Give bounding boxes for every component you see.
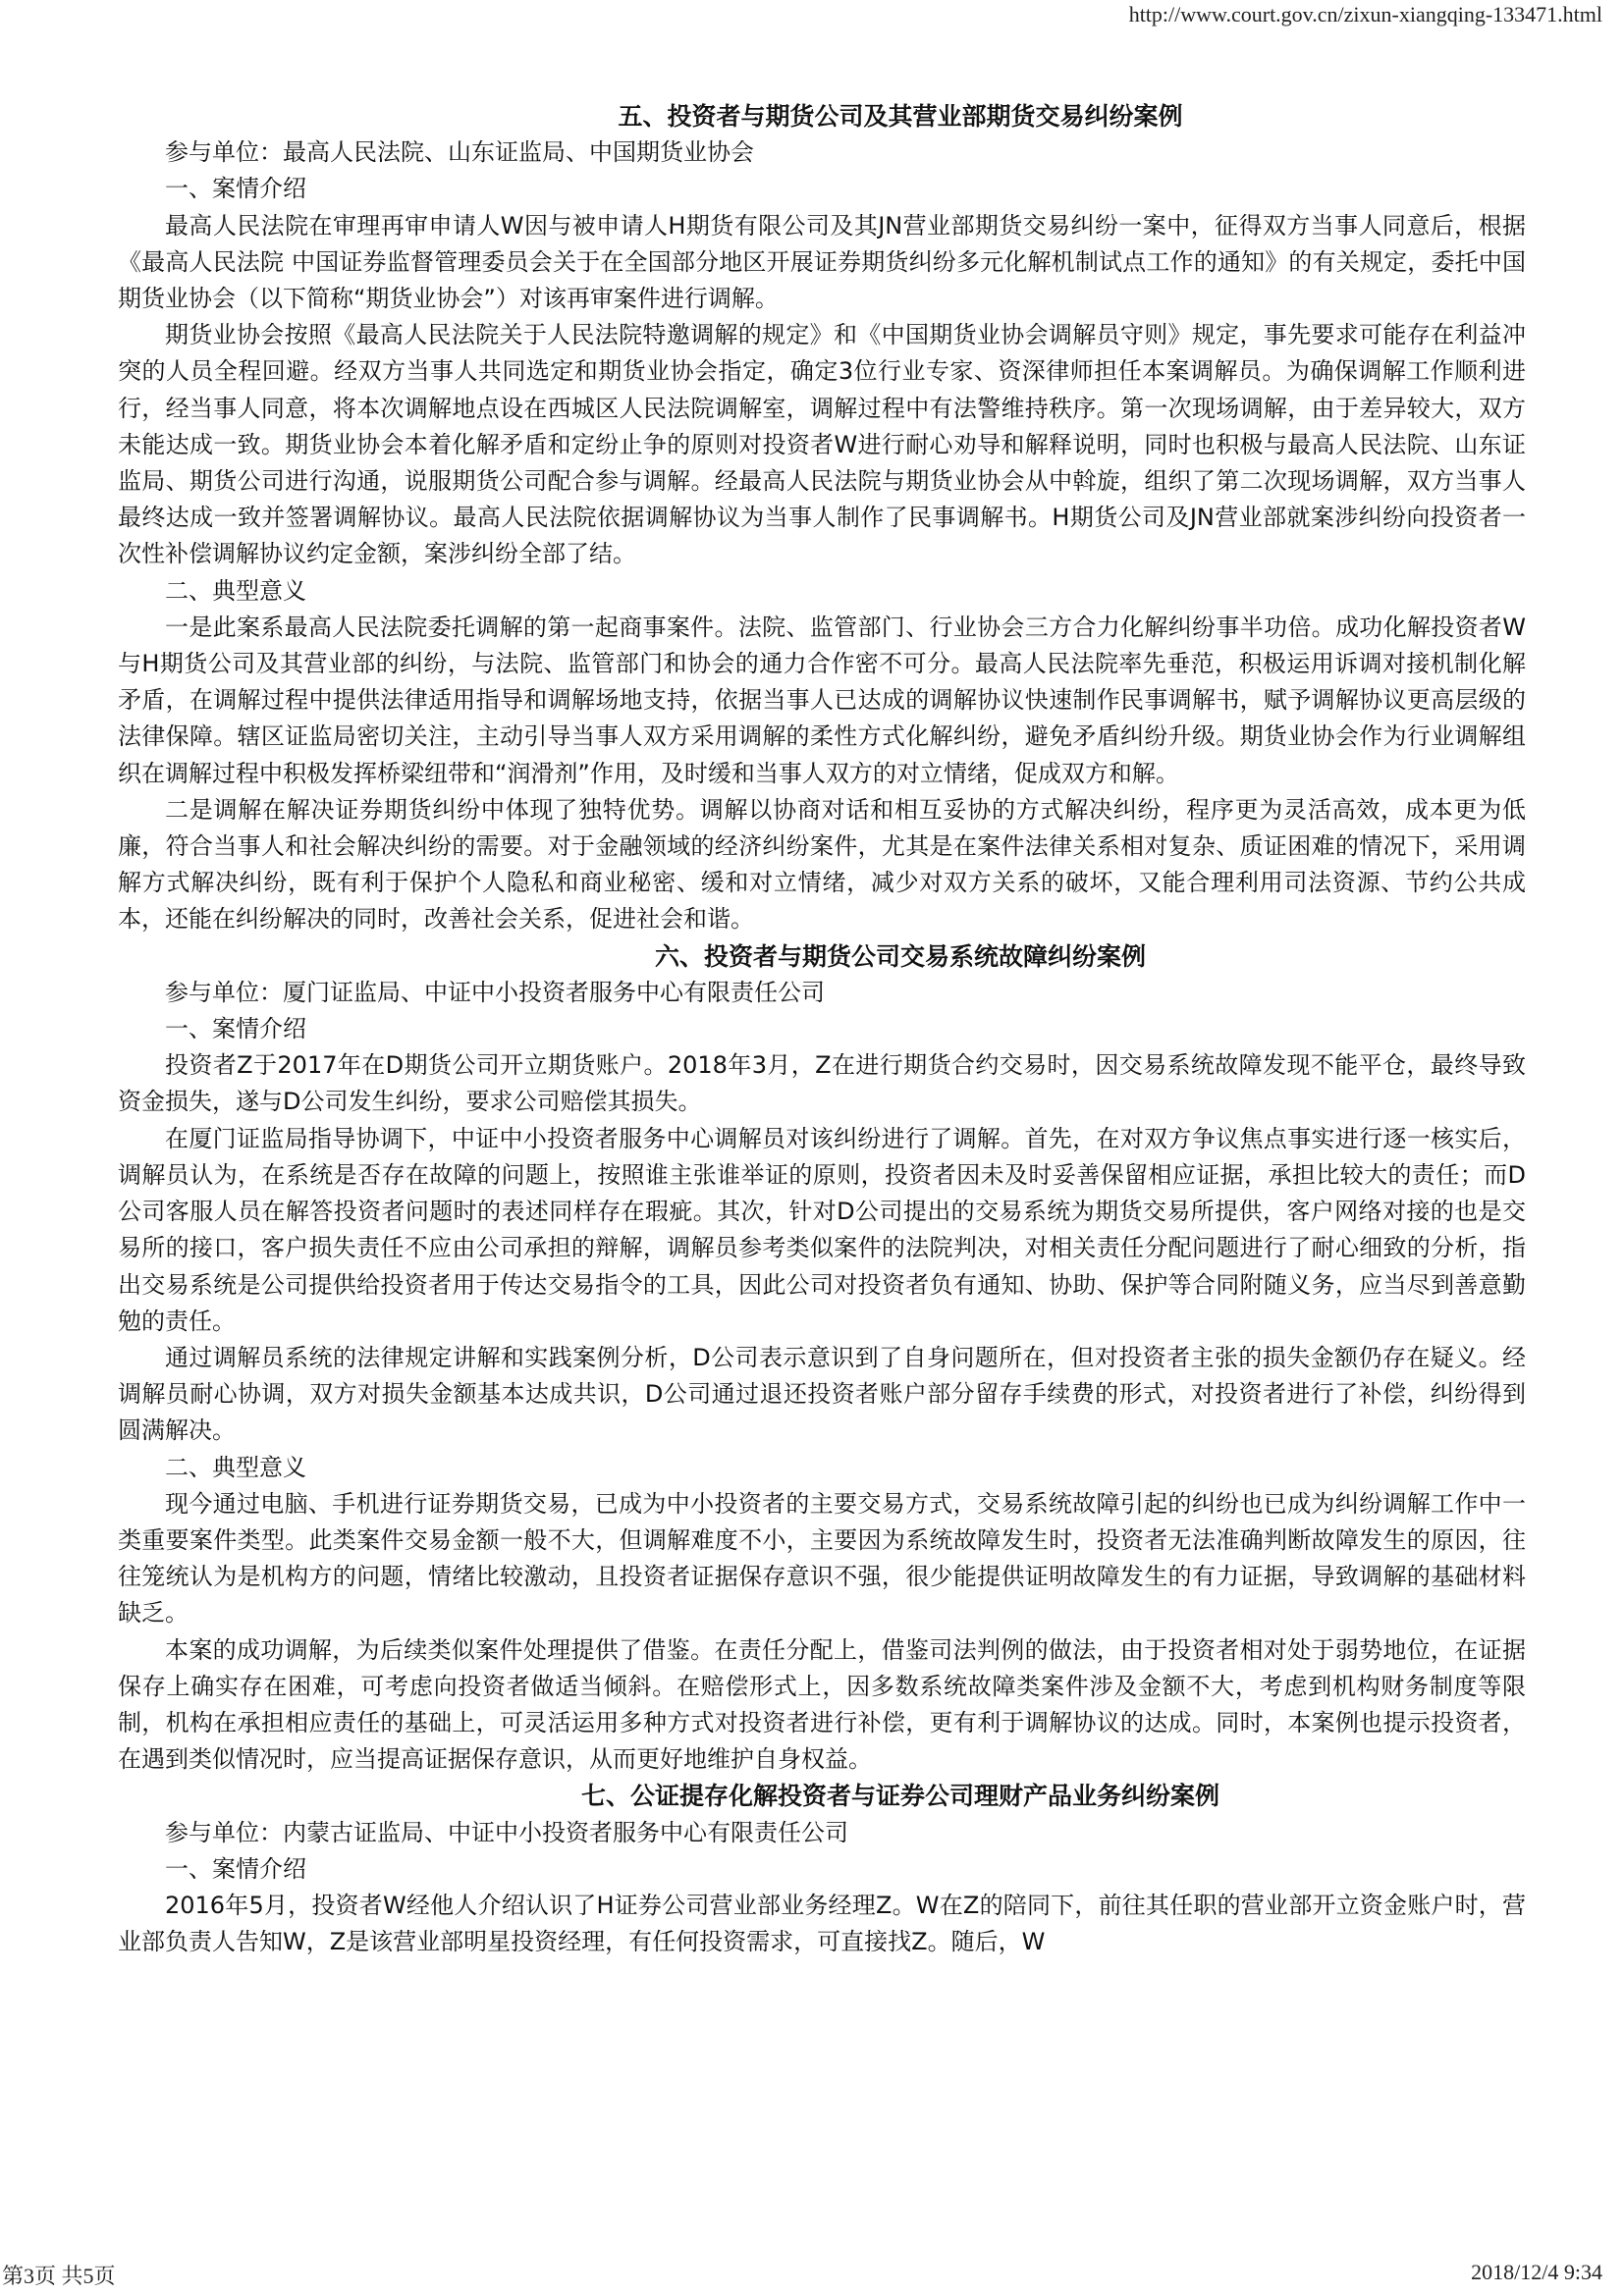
case-section	[118, 1778, 1526, 1960]
paragraph: 在厦门证监局指导协调下，中证中小投资者服务中心调解员对该纠纷进行了调解。首先，在对双方争议焦点事实进行逐一核实后，调解员认为，在系统是否存在故障的问题上，按照谁主张谁举证的原则，投资者因未及时妥善保留相应证据，承担比较大的责任；而D公司客服人员在解答投资者问题时的表述同样存在瑕疵。其次，针对D公司提出的交易系统为期货交易所提供，客户网络对接的也是交易所的接口，客户损失责任不应由公司承担的辩解，调解员参考类似案件的法院判决，对相关责任分配问题进行了耐心细致的分析，指出交易系统是公司提供给投资者用于传达交易指令的工具，因此公司对投资者负有通知、协助、保护等合同附随义务，应当尽到善意勤勉的责任。	[118, 1124, 1526, 1335]
paragraph: 参与单位：内蒙古证监局、中证中小投资者服务中心有限责任公司	[165, 1818, 848, 1846]
case-section	[118, 938, 1526, 1779]
section-title: 五、投资者与期货公司及其营业部期货交易纠纷案例	[618, 102, 1183, 131]
paragraph: 最高人民法院在审理再审申请人W因与被申请人H期货有限公司及其JN营业部期货交易纠纷一案中，征得双方当事人同意后，根据《最高人民法院 中国证券监督管理委员会关于在全国部分地区开展证券期货纠纷多元化解机制试点工作的通知》的有关规定，委托中国期货业协会（以下简称“期货业协会”）对该再审案件进行调解。	[118, 211, 1526, 313]
paragraph: 二、典型意义	[165, 576, 306, 605]
section-title: 六、投资者与期货公司交易系统故障纠纷案例	[654, 941, 1146, 971]
paragraph: 二是调解在解决证券期货纠纷中体现了独特优势。调解以协商对话和相互妥协的方式解决纠纷，程序更为灵活高效，成本更为低廉，符合当事人和社会解决纠纷的需要。对于金融领域的经济纠纷案件，尤其是在案件法律关系相对复杂、质证困难的情况下，采用调解方式解决纠纷，既有利于保护个人隐私和商业秘密、缓和对立情绪，减少对双方关系的破坏，又能合理利用司法资源、节约公共成本，还能在纠纷解决的同时，改善社会关系，促进社会和谐。	[118, 795, 1526, 934]
paragraph: 期货业协会按照《最高人民法院关于人民法院特邀调解的规定》和《中国期货业协会调解员守则》规定，事先要求可能存在利益冲突的人员全程回避。经双方当事人共同选定和期货业协会指定，确定3位行业专家、资深律师担任本案调解员。为确保调解工作顺利进行，经当事人同意，将本次调解地点设在西城区人民法院调解室，调解过程中有法警维持秩序。第一次现场调解，由于差异较大，双方未能达成一致。期货业协会本着化解矛盾和定纷止争的原则对投资者W进行耐心劝导和解释说明，同时也积极与最高人民法院、山东证监局、期货公司进行沟通，说服期货公司配合参与调解。经最高人民法院与期货业协会从中斡旋，组织了第二次现场调解，双方当事人最终达成一致并签署调解协议。最高人民法院依据调解协议为当事人制作了民事调解书。H期货公司及JN营业部就案涉纠纷向投资者一次性补偿调解协议约定金额，案涉纠纷全部了结。	[118, 321, 1526, 568]
paragraph: 一、案情介绍	[165, 1854, 306, 1883]
paragraph: 二、典型意义	[165, 1453, 306, 1481]
print-datetime: 2018/12/4 9:34	[1471, 2260, 1602, 2284]
paragraph: 现今通过电脑、手机进行证券期货交易，已成为中小投资者的主要交易方式，交易系统故障引起的纠纷也已成为纠纷调解工作中一类重要案件类型。此类案件交易金额一般不大，但调解难度不小，主要因为系统故障发生时，投资者无法准确判断故障发生的原因，往往笼统认为是机构方的问题，情绪比较激动，且投资者证据保存意识不强，很少能提供证明故障发生的有力证据，导致调解的基础材料缺乏。	[118, 1489, 1526, 1628]
page-number: 第3页 共5页	[2, 2264, 116, 2288]
paragraph: 参与单位：厦门证监局、中证中小投资者服务中心有限责任公司	[165, 978, 825, 1006]
document-body	[118, 98, 1526, 1960]
page-url: http://www.court.gov.cn/zixun-xiangqing-133471.html	[1128, 2, 1602, 27]
paragraph: 投资者Z于2017年在D期货公司开立期货账户。2018年3月，Z在进行期货合约交易时，因交易系统故障发现不能平仓，最终导致资金损失，遂与D公司发生纠纷，要求公司赔偿其损失。	[118, 1051, 1526, 1116]
paragraph: 参与单位：最高人民法院、山东证监局、中国期货业协会	[165, 138, 754, 167]
paragraph: 通过调解员系统的法律规定讲解和实践案例分析，D公司表示意识到了自身问题所在，但对投资者主张的损失金额仍存在疑义。经调解员耐心协调，双方对损失金额基本达成共识，D公司通过退还投资者账户部分留存手续费的形式，对投资者进行了补偿，纠纷得到圆满解决。	[118, 1343, 1526, 1445]
paragraph: 2016年5月，投资者W经他人介绍认识了H证券公司营业部业务经理Z。W在Z的陪同下，前往其任职的营业部开立资金账户时，营业部负责人告知W，Z是该营业部明星投资经理，有任何投资需求，可直接找Z。随后，W	[118, 1891, 1526, 1956]
case-section	[118, 98, 1526, 938]
paragraph: 本案的成功调解，为后续类似案件处理提供了借鉴。在责任分配上，借鉴司法判例的做法，由于投资者相对处于弱势地位，在证据保存上确实存在困难，可考虑向投资者做适当倾斜。在赔偿形式上，因多数系统故障类案件涉及金额不大，考虑到机构财务制度等限制，机构在承担相应责任的基础上，可灵活运用多种方式对投资者进行补偿，更有利于调解协议的达成。同时，本案例也提示投资者，在遇到类似情况时，应当提高证据保存意识，从而更好地维护自身权益。	[118, 1635, 1526, 1774]
paragraph: 一、案情介绍	[165, 175, 306, 203]
paragraph: 一、案情介绍	[165, 1015, 306, 1043]
section-title: 七、公证提存化解投资者与证券公司理财产品业务纠纷案例	[580, 1782, 1219, 1811]
paragraph: 一是此案系最高人民法院委托调解的第一起商事案件。法院、监管部门、行业协会三方合力化解纠纷事半功倍。成功化解投资者W与H期货公司及其营业部的纠纷，与法院、监管部门和协会的通力合作密不可分。最高人民法院率先垂范，积极运用诉调对接机制化解矛盾，在调解过程中提供法律适用指导和调解场地支持，依据当事人已达成的调解协议快速制作民事调解书，赋予调解协议更高层级的法律保障。辖区证监局密切关注，主动引导当事人双方采用调解的柔性方式化解纠纷，避免矛盾纠纷升级。期货业协会作为行业调解组织在调解过程中积极发挥桥梁纽带和“润滑剂”作用，及时缓和当事人双方的对立情绪，促成双方和解。	[118, 613, 1526, 787]
